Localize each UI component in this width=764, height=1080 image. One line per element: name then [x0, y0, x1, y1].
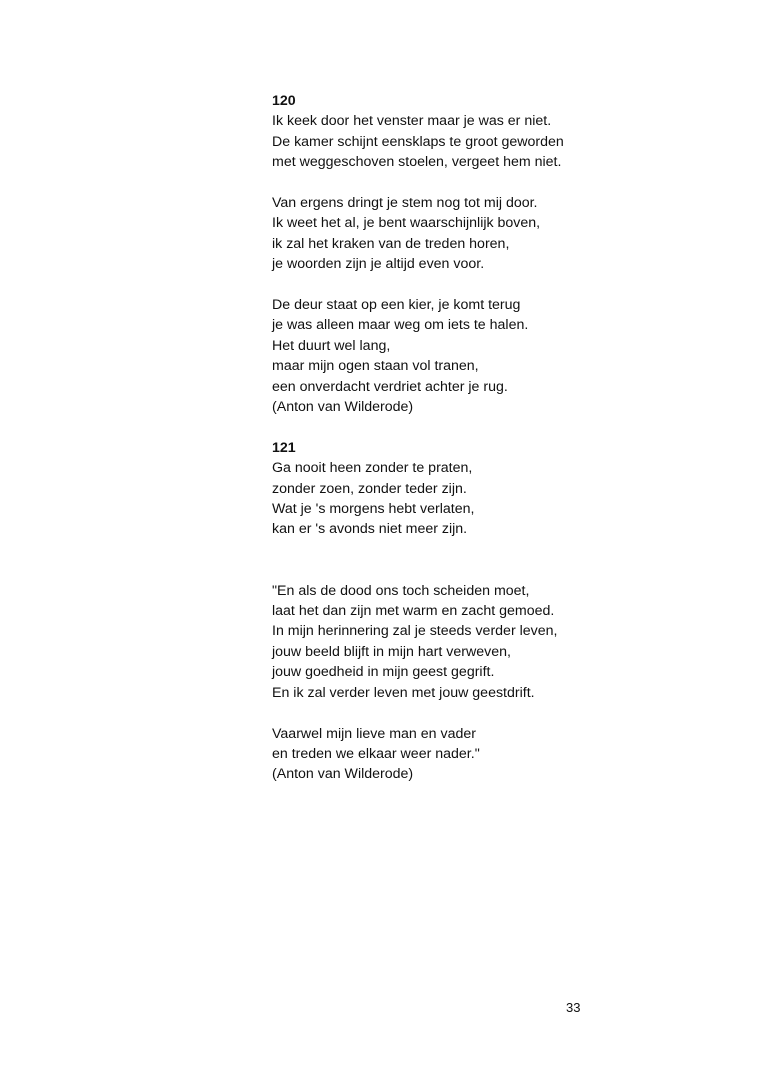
poem-line: En ik zal verder leven met jouw geestdrift. [272, 684, 535, 701]
stanza [272, 458, 692, 540]
poem-121 [272, 438, 692, 540]
poem-line: zonder zoen, zonder teder zijn. [272, 480, 467, 497]
poem-line: met weggeschoven stoelen, vergeet hem niet. [272, 154, 562, 171]
poem-line: Van ergens dringt je stem nog tot mij door. [272, 195, 538, 212]
poem-number: 121 [272, 439, 296, 456]
poem-collection [272, 91, 692, 805]
poem-line: jouw beeld blijft in mijn hart verweven, [272, 643, 511, 660]
poem-line: Vaarwel mijn lieve man en vader [272, 725, 476, 742]
poem-line: jouw goedheid in mijn geest gegrift. [272, 664, 495, 681]
poem-line: Wat je 's morgens hebt verlaten, [272, 501, 475, 518]
poem-line: je was alleen maar weg om iets te halen. [272, 317, 529, 334]
poem-line: Ga nooit heen zonder te praten, [272, 460, 473, 477]
poem-line: maar mijn ogen staan vol tranen, [272, 358, 479, 375]
poem-number: 120 [272, 93, 296, 109]
stanza [272, 193, 692, 275]
stanza [272, 724, 692, 785]
poem-line: Ik keek door het venster maar je was er niet. [272, 113, 552, 130]
poem-line: De deur staat op een kier, je komt terug [272, 297, 521, 314]
poem-attribution: (Anton van Wilderode) [272, 766, 414, 783]
poem-attribution: (Anton van Wilderode) [272, 399, 414, 416]
poem-line: kan er 's avonds niet meer zijn. [272, 521, 468, 538]
stanza [272, 111, 692, 172]
poem-quote [272, 581, 692, 785]
stanza [272, 581, 692, 703]
poem-line: De kamer schijnt eensklaps te groot geworden [272, 133, 564, 150]
poem-line: en treden we elkaar weer nader." [272, 745, 480, 762]
poem-line: Het duurt wel lang, [272, 337, 391, 354]
poem-line: Ik weet het al, je bent waarschijnlijk boven, [272, 215, 541, 232]
poem-line: laat het dan zijn met warm en zacht gemoed. [272, 603, 555, 620]
poem-120 [272, 91, 692, 417]
poem-line: een onverdacht verdriet achter je rug. [272, 378, 508, 395]
poem-line: In mijn herinnering zal je steeds verder leven, [272, 623, 558, 640]
poem-line: "En als de dood ons toch scheiden moet, [272, 582, 530, 599]
poem-line: ik zal het kraken van de treden horen, [272, 235, 510, 252]
stanza [272, 295, 692, 417]
page-number: 33 [566, 1000, 581, 1015]
spacer [272, 560, 692, 580]
poem-line: je woorden zijn je altijd even voor. [272, 256, 485, 273]
